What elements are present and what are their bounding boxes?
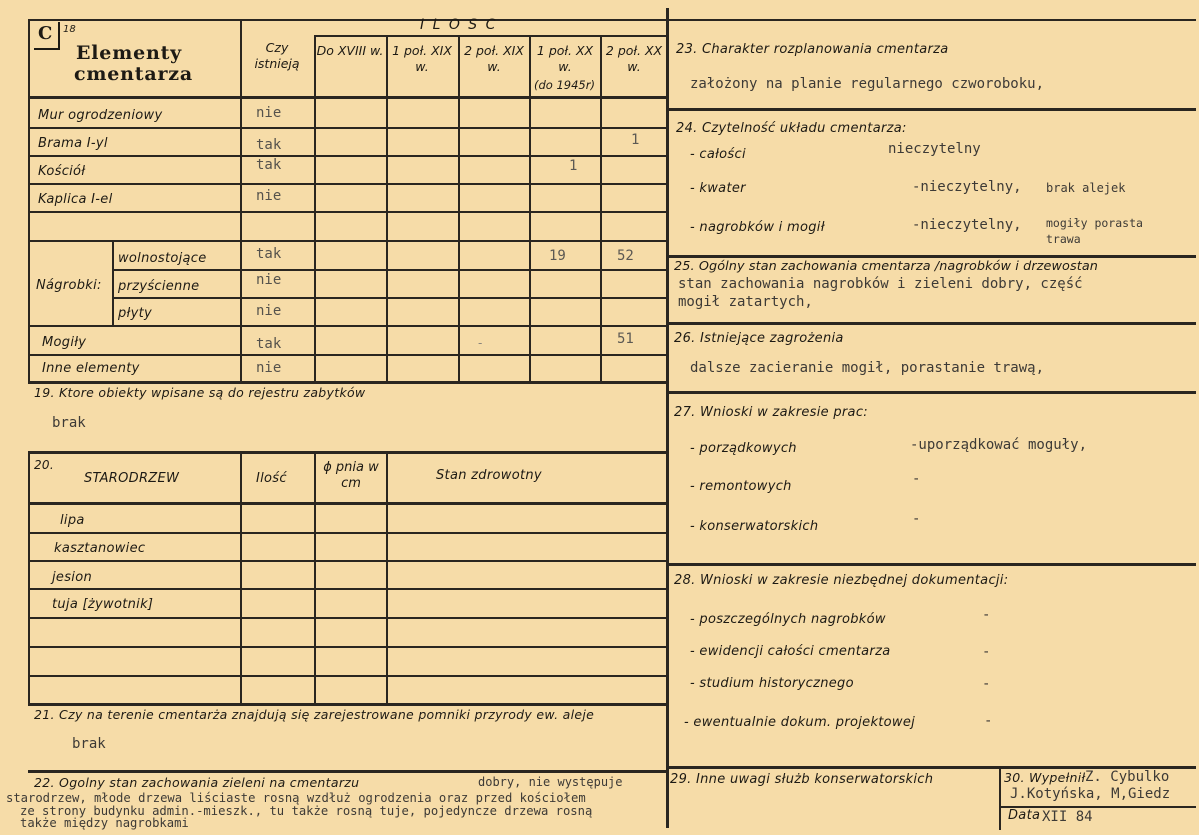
- row-label-plyty: płyty: [118, 306, 152, 321]
- q24-item-kwater: - kwater: [690, 181, 746, 196]
- col-sep: [458, 35, 460, 382]
- q22-label: 22. Ogolny stan zachowania zieleni na cmentarzu: [34, 775, 360, 790]
- row-line: [28, 325, 666, 327]
- q30-label: 30. Wypełnił: [1004, 770, 1086, 785]
- q26-label: 26. Istniejące zagrożenia: [674, 331, 844, 346]
- row-label-mur: Mur ogrodzeniowy: [38, 108, 163, 123]
- q24-note-kwater: brak alejek: [1046, 181, 1126, 195]
- col-2pol-xx: 2 poł. XX w.: [605, 43, 663, 74]
- q24-value-nagrobkow: -nieczytelny,: [912, 217, 1022, 233]
- col-2pol-xix: 2 poł. XIX w.: [464, 43, 524, 74]
- q25-line2: mogił zatartych,: [678, 294, 813, 310]
- col-1pol-xx-sub: (do 1945r): [534, 78, 595, 92]
- ilosc-underline: [314, 35, 666, 37]
- row-count-wolnostojace-2: 52: [617, 248, 634, 264]
- nagrobki-label: Nágrobki:: [36, 278, 102, 293]
- q28-value-projektowej: -: [984, 713, 993, 729]
- q24-note-nagrobkow: mogiły porasta trawa: [1046, 216, 1143, 246]
- row-line: [28, 240, 666, 242]
- col-sep: [529, 35, 531, 382]
- q20-col-state: Stan zdrowotny: [436, 468, 542, 483]
- right-sep: [666, 391, 1196, 394]
- row-count-wolnostojace-1: 19: [549, 248, 566, 264]
- q22-line3: także między nagrobkami: [20, 816, 189, 830]
- row-label-kosciol: Kościół: [38, 164, 86, 179]
- q27-item-remontowych: - remontowych: [690, 479, 792, 494]
- table1-bottom: [28, 381, 666, 384]
- q25-label: 25. Ogólny stan zachowania cmentarza /nagrobków i drzewostan: [674, 259, 1099, 274]
- tree-jesion: jesion: [52, 570, 92, 585]
- row-exists-inne: nie: [256, 360, 282, 376]
- right-sep: [666, 322, 1196, 325]
- q21-answer: brak: [72, 736, 106, 752]
- q27-value-konserwatorskich: -: [912, 511, 921, 527]
- tree-row-line: [28, 532, 666, 534]
- col-1pol-xx: 1 poł. XX w.: [536, 43, 594, 74]
- q27-item-porzadkowych: - porządkowych: [690, 441, 797, 456]
- q27-value-remontowych: -: [912, 471, 921, 487]
- row-label-inne: Inne elementy: [42, 361, 140, 376]
- q27-value-porzadkowych: -uporządkować moguły,: [910, 437, 1088, 453]
- col-sep: [600, 35, 602, 382]
- row-label-wolnostojace: wolnostojące: [118, 251, 207, 266]
- q21-label: 21. Czy na terenie cmentarża znajdują się zarejestrowane pomniki przyrody ew. aleje: [34, 707, 595, 722]
- row-line: [112, 297, 666, 299]
- tree-row-line: [28, 675, 666, 677]
- col-czy-istnieja: Czy istnieją: [254, 40, 300, 71]
- header-bottom: [28, 96, 666, 99]
- row-exists-plyty: nie: [256, 303, 282, 319]
- row-exists-kaplica: nie: [256, 188, 282, 204]
- card-code-sup: 18: [63, 24, 76, 35]
- row-line: [28, 155, 666, 157]
- row-line: [28, 211, 666, 213]
- col-ilosc: I L O S C: [420, 17, 498, 33]
- q20-col-qty: Ilość: [256, 471, 287, 486]
- q30-name2: J.Kotyńska, M,Giedz: [1010, 786, 1171, 802]
- q27-item-konserwatorskich: - konserwatorskich: [690, 519, 819, 534]
- tree-row-line: [28, 560, 666, 562]
- tree-header-bottom: [28, 502, 666, 505]
- row-label-brama: Brama I-yl: [38, 136, 108, 151]
- row-line: [112, 269, 666, 271]
- q28-item-nagrobkow: - poszczególnych nagrobków: [690, 612, 886, 627]
- q19-answer: brak: [52, 415, 86, 431]
- tree-col-sep: [386, 451, 388, 704]
- tree-col-sep: [240, 451, 242, 704]
- card-top-line: [28, 19, 1196, 21]
- q24-item-nagrobkow: - nagrobków i mogił: [690, 220, 825, 235]
- q24-item-calosci: - całości: [690, 147, 746, 162]
- q19-label: 19. Ktore obiekty wpisane są do rejestru zabytków: [34, 385, 366, 400]
- row-line: [28, 183, 666, 185]
- tree-bottom: [28, 703, 666, 706]
- col-do-xviii: Do XVIII w.: [316, 43, 384, 58]
- tree-row-line: [28, 588, 666, 590]
- row-line: [28, 127, 666, 129]
- tree-tuja: tuja [żywotnik]: [52, 597, 154, 612]
- q28-item-studium: - studium historycznego: [690, 676, 854, 691]
- row-label-przyscienne: przyścienne: [118, 279, 200, 294]
- q24-label: 24. Czytelność układu cmentarza:: [676, 121, 907, 136]
- row-label-mogily: Mogiły: [42, 335, 87, 350]
- q27-label: 27. Wnioski w zakresie prac:: [674, 405, 868, 420]
- row-exists-mur: nie: [256, 105, 282, 121]
- q20-num: 20.: [34, 458, 54, 472]
- right-sep: [666, 108, 1196, 111]
- col-sep: [240, 19, 242, 382]
- col-sep: [386, 35, 388, 382]
- card-title-line2: cmentarza: [74, 63, 193, 85]
- dash-mark: -: [478, 336, 483, 350]
- q20-col-name: STARODRZEW: [84, 471, 180, 486]
- q25-line1: stan zachowania nagrobków i zieleni dobry, część: [678, 276, 1083, 292]
- q28-value-ewidencji: -: [982, 644, 991, 660]
- q24-value-calosci: nieczytelny: [888, 141, 981, 157]
- row-exists-kosciol: tak: [256, 157, 282, 173]
- q28-item-ewidencji: - ewidencji całości cmentarza: [690, 644, 891, 659]
- row-exists-brama: tak: [256, 137, 282, 153]
- right-sep: [666, 563, 1196, 566]
- left-border-2: [28, 451, 30, 704]
- q28-value-nagrobkow: -: [982, 607, 991, 623]
- card-title-line1: Elementy: [76, 42, 183, 64]
- row-exists-przyscienne: nie: [256, 272, 282, 288]
- col-1pol-xix: 1 poł. XIX w.: [392, 43, 452, 74]
- tree-lipa: lipa: [60, 513, 85, 528]
- q20-col-diam: ϕ pnia w cm: [323, 460, 379, 491]
- col-sep: [314, 35, 316, 382]
- q21-bottom: [28, 770, 666, 773]
- q26-answer: dalsze zacieranie mogił, porastanie trawą,: [690, 360, 1045, 376]
- tree-row-line: [28, 646, 666, 648]
- row-exists-mogily: tak: [256, 336, 282, 352]
- row-count-mogily: 51: [617, 331, 634, 347]
- code-box: [34, 22, 60, 50]
- center-divider: [666, 8, 669, 828]
- q23-answer: założony na planie regularnego czworoboku,: [690, 76, 1045, 92]
- row-line: [28, 354, 666, 356]
- tree-row-line: [28, 617, 666, 619]
- q30-date-label: Data: [1008, 808, 1041, 823]
- q30-name1: Z. Cybulko: [1085, 769, 1170, 785]
- q28-value-studium: -: [982, 676, 991, 692]
- tree-col-sep: [314, 451, 316, 704]
- q22-answer-head: dobry, nie występuje: [478, 775, 623, 789]
- left-border: [28, 19, 30, 382]
- q29-label: 29. Inne uwagi służb konserwatorskich: [670, 772, 934, 787]
- row-exists-wolnostojace: tak: [256, 246, 282, 262]
- q22-line1: starodrzew, młode drzewa liściaste rosną wzdłuż ogrodzenia oraz przed kościołem: [6, 791, 586, 805]
- row-label-kaplica: Kaplica I-el: [38, 192, 113, 207]
- row-count-kosciol: 1: [569, 158, 578, 174]
- q29-q30-sep: [999, 766, 1001, 830]
- right-sep: [666, 255, 1196, 258]
- card-code: C: [38, 23, 53, 44]
- q22-line2: ze strony budynku admin.-mieszk., tu także rosną tuje, pojedyncze drzewa rosną: [20, 804, 593, 818]
- q28-item-projektowej: - ewentualnie dokum. projektowej: [684, 715, 916, 730]
- q23-label: 23. Charakter rozplanowania cmentarza: [676, 42, 949, 57]
- nagrobki-sep: [112, 240, 114, 325]
- q19-bottom: [28, 451, 666, 454]
- tree-kasztanowiec: kasztanowiec: [54, 541, 146, 556]
- q24-value-kwater: -nieczytelny,: [912, 179, 1022, 195]
- row-count-brama: 1: [631, 132, 640, 148]
- q28-label: 28. Wnioski w zakresie niezbędnej dokumentacji:: [674, 573, 1009, 588]
- q30-date-value: XII 84: [1042, 809, 1093, 825]
